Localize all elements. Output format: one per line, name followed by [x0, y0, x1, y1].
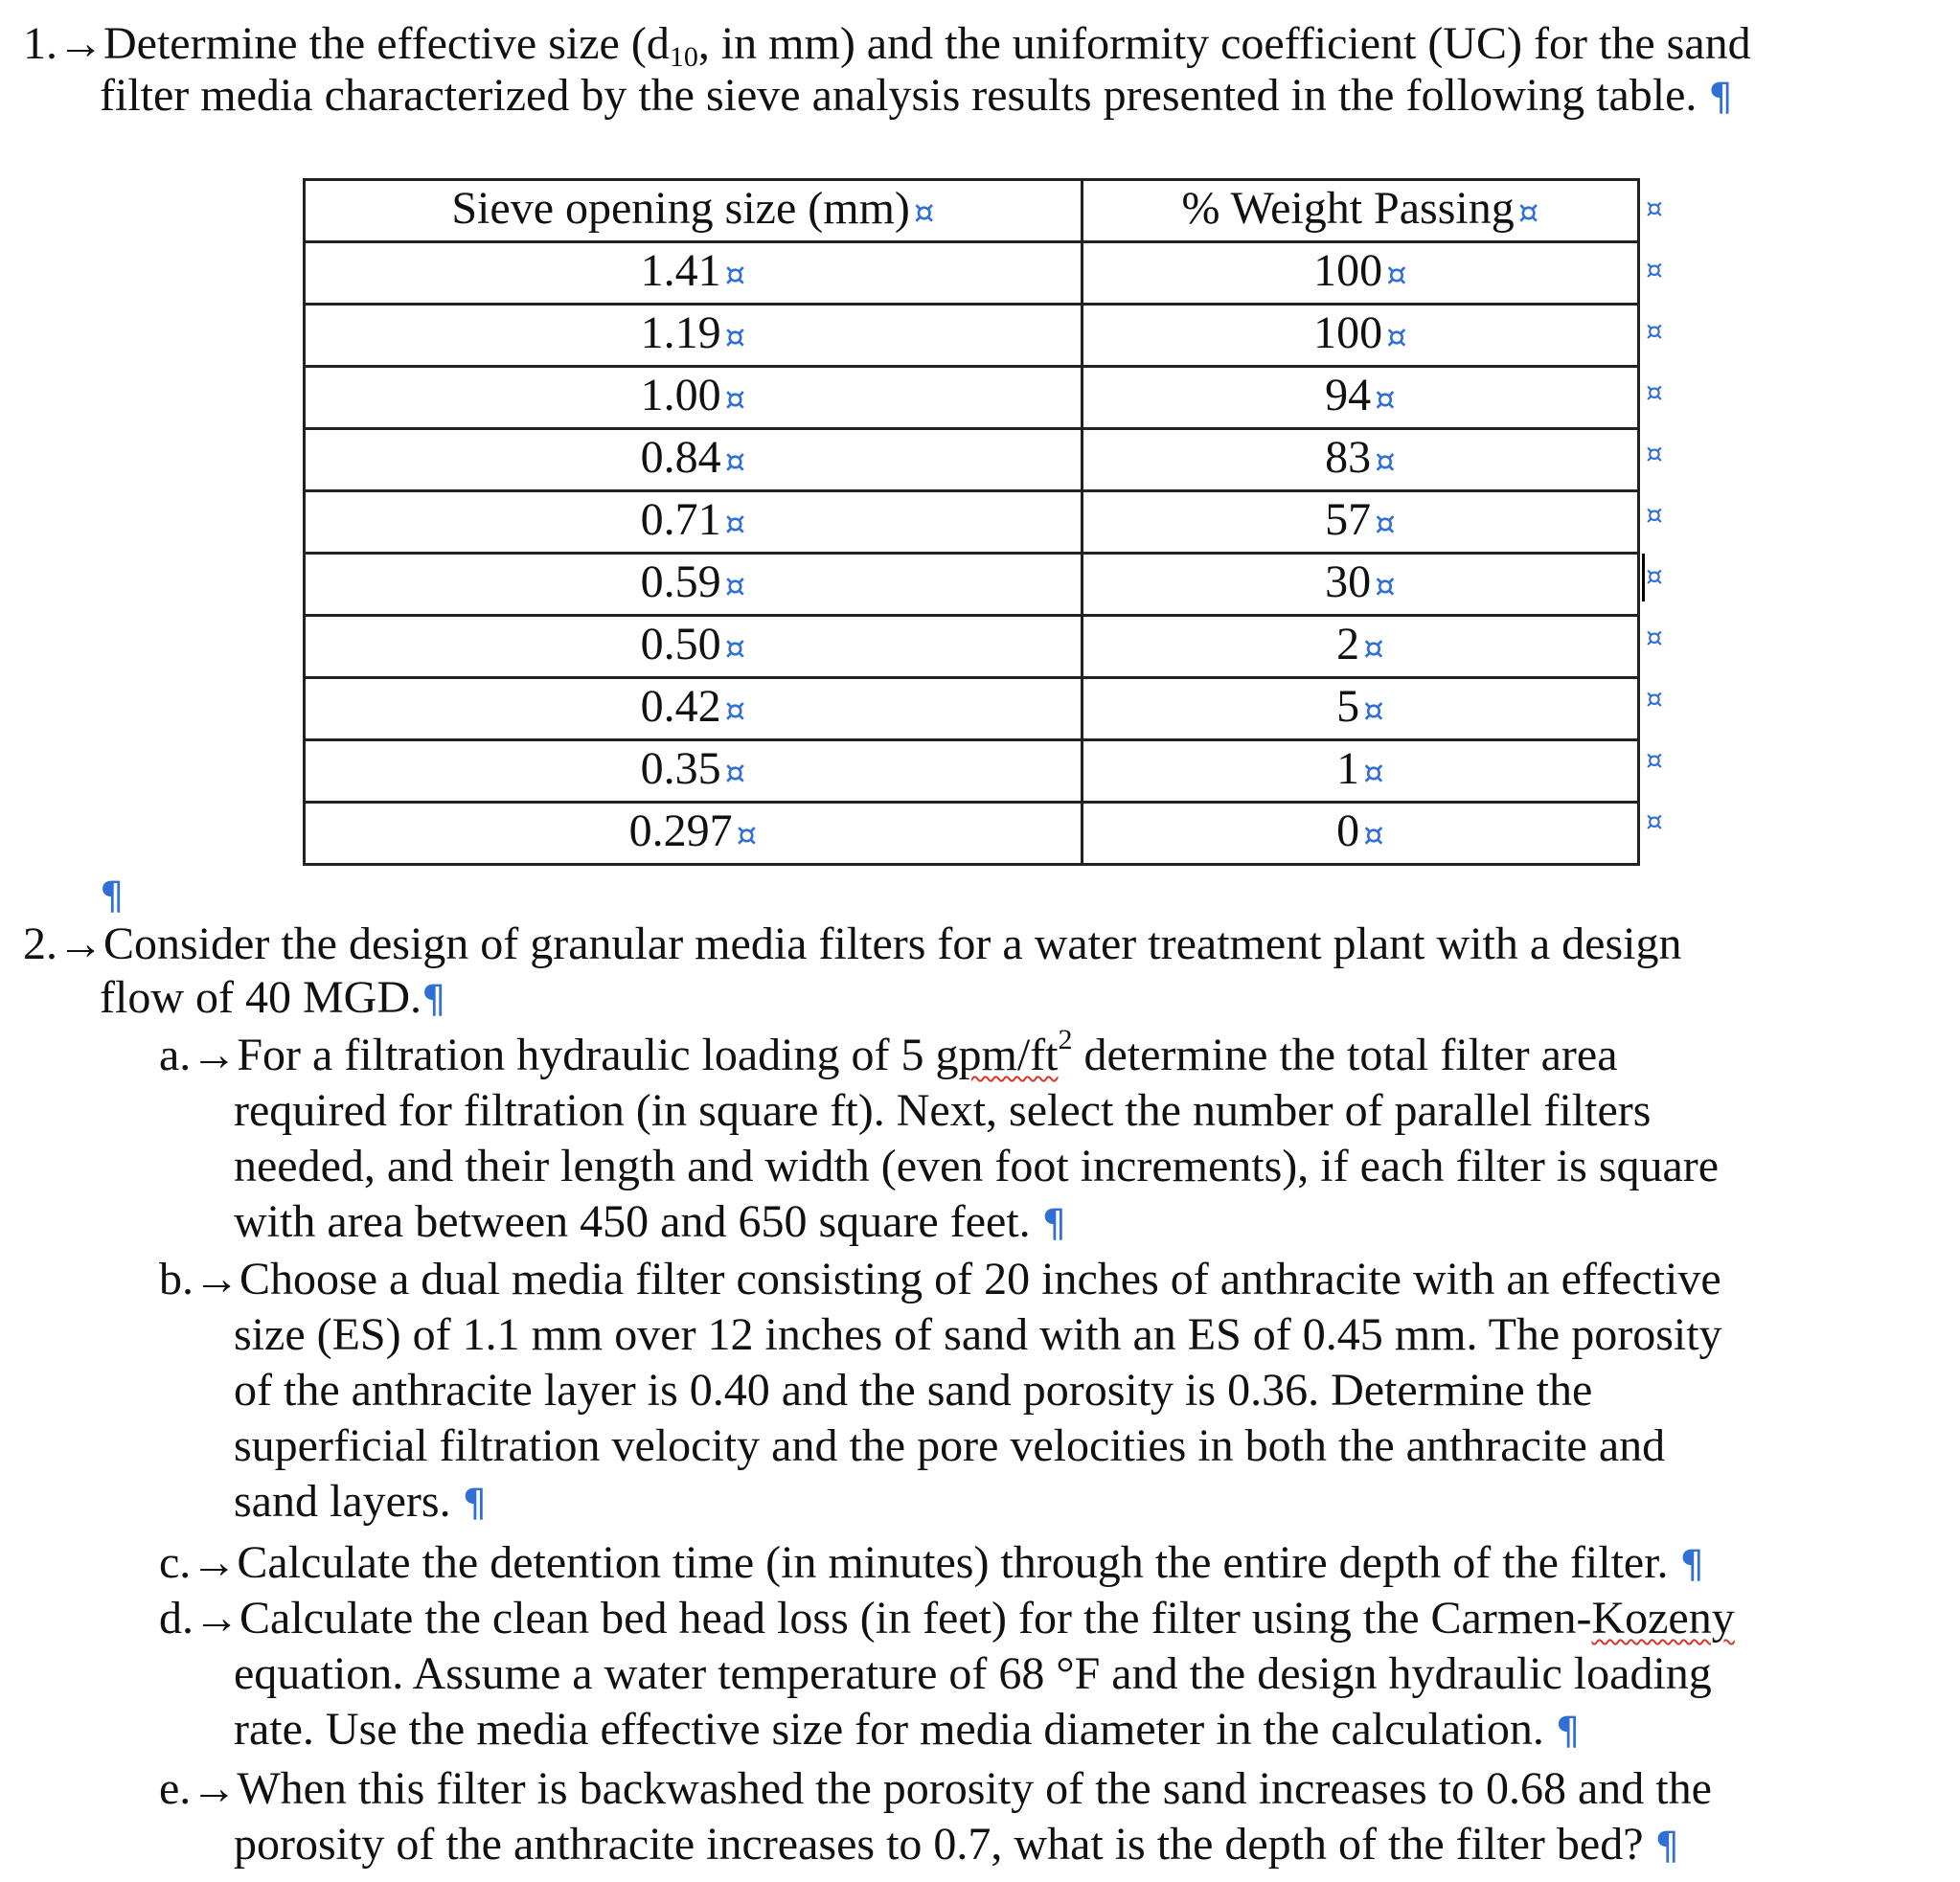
table-row	[305, 305, 1639, 367]
pilcrow-mark: ¶	[100, 874, 125, 918]
cell-weight-passing: 1 ¤	[1082, 740, 1638, 803]
q2b-label: b.→	[159, 1254, 239, 1304]
cell-sieve-size: 0.71 ¤	[305, 491, 1083, 554]
row-end-mark: ¤	[1646, 805, 1663, 837]
cell-weight-passing: 2 ¤	[1082, 616, 1638, 678]
table-row	[305, 429, 1639, 491]
q2d-line-2: equation. Assume a water temperature of 68 °F and the design hydraulic loading	[234, 1648, 1712, 1699]
q1-text-a: Determine the effective size (d	[103, 18, 670, 69]
table-row	[305, 740, 1639, 803]
q2-line-2: flow of 40 MGD.¶	[100, 972, 446, 1023]
q2c-line-1: c.→Calculate the detention time (in minutes) through the entire depth of the filter. ¶	[159, 1537, 1704, 1588]
cell-sieve-size: 1.19 ¤	[305, 305, 1083, 367]
cell-weight-passing: 0 ¤	[1082, 803, 1638, 865]
cell-weight-passing: 30 ¤	[1082, 554, 1638, 616]
row-end-mark: ¤	[1646, 254, 1663, 285]
row-end-mark: ¤	[1646, 438, 1663, 469]
cell-sieve-size: 0.50 ¤	[305, 616, 1083, 678]
row-end-mark: ¤	[1646, 622, 1663, 653]
q2-text-a: Consider the design of granular media filters for a water treatment plant with a design	[103, 918, 1682, 969]
row-end-mark: ¤	[1646, 499, 1663, 531]
q2e-line-2: porosity of the anthracite increases to 0.7, what is the depth of the filter bed? ¶	[234, 1819, 1679, 1870]
table-row	[305, 616, 1639, 678]
q2b-line-4: superficial filtration velocity and the pore velocities in both the anthracite and	[234, 1420, 1666, 1471]
q2d-label: d.→	[159, 1593, 239, 1644]
row-end-mark: ¤	[1646, 744, 1663, 776]
q1-subscript: 10	[669, 41, 698, 73]
cell-weight-passing: 100 ¤	[1082, 305, 1638, 367]
pilcrow-mark: ¶	[1708, 76, 1733, 120]
row-end-mark: ¤	[1646, 683, 1663, 714]
q2a-line-1: a.→For a filtration hydraulic loading of 5 gpm/$ft^2$ determine the total filter area	[159, 1024, 1618, 1080]
cell-sieve-size: 0.35 ¤	[305, 740, 1083, 803]
q2b-line-5: sand layers. ¶	[234, 1476, 488, 1527]
cell-sieve-size: 0.84 ¤	[305, 429, 1083, 491]
q2-line-1	[23, 918, 1681, 971]
q2a-line-4: with area between 450 and 650 square feet. ¶	[234, 1196, 1067, 1247]
row-end-mark: ¤	[1646, 560, 1663, 592]
q2d-line-3: rate. Use the media effective size for media diameter in the calculation. ¶	[234, 1704, 1581, 1755]
q1-line-1	[23, 17, 1751, 71]
table-row	[305, 678, 1639, 740]
empty-paragraph	[100, 868, 124, 923]
q2c-label: c.→	[159, 1537, 238, 1588]
q2e-label: e.→	[159, 1763, 238, 1814]
table-row	[305, 367, 1639, 429]
q2b-line-2: size (ES) of 1.1 mm over 12 inches of sand with an ES of 0.45 mm. The porosity	[234, 1309, 1722, 1360]
q2d-line-1: d.→Calculate the clean bed head loss (in feet) for the filter using the Carmen-Kozeny	[159, 1593, 1735, 1644]
cell-weight-passing: 94 ¤	[1082, 367, 1638, 429]
row-end-mark: ¤	[1646, 193, 1663, 224]
cell-sieve-size: 1.00 ¤	[305, 367, 1083, 429]
cell-sieve-size: 1.41 ¤	[305, 242, 1083, 305]
cell-sieve-size: 0.297 ¤	[305, 803, 1083, 865]
spelling-error: gpm/ft	[935, 1030, 1059, 1080]
q2-number: 2.→	[23, 918, 103, 969]
q1-text-b: , in mm) and the uniformity coefficient (UC) for the sand	[697, 18, 1751, 69]
q2-text-b: flow of 40 MGD.	[100, 972, 422, 1023]
cell-weight-passing: 83 ¤	[1082, 429, 1638, 491]
cell-weight-passing: 5 ¤	[1082, 678, 1638, 740]
table-header-row	[305, 180, 1639, 242]
cell-sieve-size: 0.59 ¤	[305, 554, 1083, 616]
header-weight-passing: % Weight Passing ¤	[1082, 180, 1638, 242]
q2b-line-1: b.→Choose a dual media filter consisting of 20 inches of anthracite with an effective	[159, 1254, 1721, 1304]
table-row	[305, 803, 1639, 865]
q2a-label: a.→	[159, 1030, 238, 1080]
cell-weight-passing: 57 ¤	[1082, 491, 1638, 554]
q1-line-2	[100, 69, 1733, 125]
row-end-mark: ¤	[1646, 315, 1663, 347]
q1-text-c: filter media characterized by the sieve analysis results presented in the following table.	[100, 70, 1698, 121]
q2b-line-3: of the anthracite layer is 0.40 and the sand porosity is 0.36. Determine the	[234, 1365, 1593, 1416]
q2e-line-1: e.→When this filter is backwashed the porosity of the sand increases to 0.68 and the	[159, 1763, 1712, 1814]
end-of-row-markers	[1646, 178, 1684, 852]
cell-weight-passing: 100 ¤	[1082, 242, 1638, 305]
table-row	[305, 242, 1639, 305]
table-row	[305, 554, 1639, 616]
q2a-line-3: needed, and their length and width (even foot increments), if each filter is square	[234, 1141, 1720, 1191]
sieve-analysis-table	[303, 178, 1640, 866]
spelling-error: Kozeny	[1591, 1593, 1735, 1644]
text-cursor	[1642, 554, 1645, 601]
header-sieve-size: Sieve opening size (mm) ¤	[305, 180, 1083, 242]
row-end-mark: ¤	[1646, 376, 1663, 408]
q2a-line-2: required for filtration (in square ft). Next, select the number of parallel filters	[234, 1085, 1652, 1136]
cell-sieve-size: 0.42 ¤	[305, 678, 1083, 740]
table-row	[305, 491, 1639, 554]
q1-number: 1.→	[23, 18, 103, 69]
